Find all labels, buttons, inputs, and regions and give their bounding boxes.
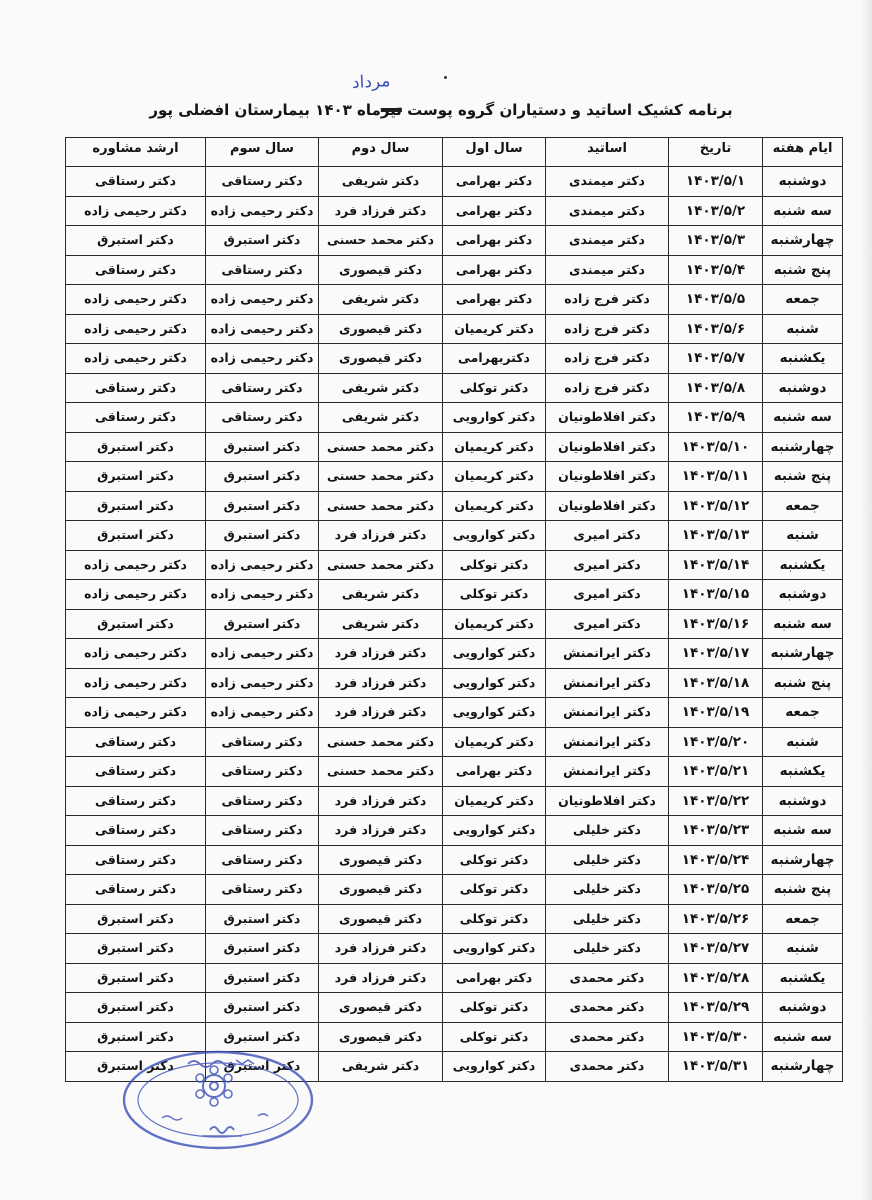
cell-second-year: دکتر قیصوری [319,845,443,875]
cell-third-year: دکتر رستاقی [206,845,319,875]
cell-attending: دکتر ایرانمنش [546,639,669,669]
cell-third-year: دکتر استبرق [206,934,319,964]
cell-third-year: دکتر استبرق [206,1022,319,1052]
cell-second-year: دکتر شریفی [319,1052,443,1082]
cell-attending: دکتر میمندی [546,255,669,285]
cell-third-year: دکتر استبرق [206,904,319,934]
cell-weekday: یکشنبه [763,550,843,580]
table-row [66,432,843,462]
cell-first-year: دکتر توکلی [443,373,546,403]
cell-weekday: جمعه [763,491,843,521]
table-row [66,816,843,846]
cell-senior-consult: دکتر رحیمی زاده [66,285,206,315]
cell-second-year: دکتر محمد حسنی [319,757,443,787]
title-suffix: ماه ۱۴۰۳ بیمارستان افضلی پور [149,101,381,119]
table-row [66,698,843,728]
table-row [66,845,843,875]
cell-senior-consult: دکتر رحیمی زاده [66,580,206,610]
cell-first-year: دکتر کریمیان [443,491,546,521]
cell-first-year: دکتر کوارویی [443,1052,546,1082]
cell-first-year: دکتر کریمیان [443,727,546,757]
cell-second-year: دکتر فرزاد فرد [319,668,443,698]
handwritten-month-note: مرداد [351,71,391,93]
cell-third-year: دکتر رحیمی زاده [206,698,319,728]
cell-senior-consult: دکتر استبرق [66,609,206,639]
cell-date: ۱۴۰۳/۵/۹ [669,403,763,433]
cell-second-year: دکتر قیصوری [319,1022,443,1052]
cell-third-year: دکتر استبرق [206,963,319,993]
cell-first-year: دکتر کوارویی [443,521,546,551]
cell-second-year: دکتر محمد حسنی [319,432,443,462]
cell-attending: دکتر خلیلی [546,816,669,846]
cell-second-year: دکتر فرزاد فرد [319,816,443,846]
cell-date: ۱۴۰۳/۵/۳۰ [669,1022,763,1052]
cell-senior-consult: دکتر رستاقی [66,816,206,846]
cell-second-year: دکتر قیصوری [319,344,443,374]
cell-senior-consult: دکتر رستاقی [66,403,206,433]
cell-attending: دکتر میمندی [546,226,669,256]
cell-second-year: دکتر قیصوری [319,993,443,1023]
cell-second-year: دکتر شریفی [319,403,443,433]
cell-date: ۱۴۰۳/۵/۴ [669,255,763,285]
cell-first-year: دکتر کریمیان [443,462,546,492]
cell-date: ۱۴۰۳/۵/۲۹ [669,993,763,1023]
cell-attending: دکتر امیری [546,521,669,551]
cell-attending: دکتر امیری [546,580,669,610]
cell-attending: دکتر فرج زاده [546,285,669,315]
cell-weekday: دوشنبه [763,580,843,610]
cell-senior-consult: دکتر رحیمی زاده [66,668,206,698]
cell-date: ۱۴۰۳/۵/۱ [669,167,763,197]
cell-date: ۱۴۰۳/۵/۲۸ [669,963,763,993]
cell-third-year: دکتر استبرق [206,521,319,551]
cell-date: ۱۴۰۳/۵/۳۱ [669,1052,763,1082]
cell-first-year: دکتربهرامی [443,344,546,374]
cell-second-year: دکتر قیصوری [319,255,443,285]
cell-weekday: چهارشنبه [763,432,843,462]
table-header-row [66,138,843,167]
cell-third-year: دکتر استبرق [206,432,319,462]
cell-third-year: دکتر رحیمی زاده [206,580,319,610]
cell-first-year: دکتر کوارویی [443,698,546,728]
cell-weekday: چهارشنبه [763,1052,843,1082]
table-row [66,963,843,993]
cell-first-year: دکتر کوارویی [443,934,546,964]
cell-third-year: دکتر رستاقی [206,727,319,757]
cell-first-year: دکتر توکلی [443,993,546,1023]
cell-weekday: یکشنبه [763,757,843,787]
cell-weekday: جمعه [763,904,843,934]
cell-second-year: دکتر فرزاد فرد [319,521,443,551]
cell-senior-consult: دکتر رستاقی [66,786,206,816]
cell-senior-consult: دکتر رحیمی زاده [66,314,206,344]
cell-senior-consult: دکتر رحیمی زاده [66,196,206,226]
cell-senior-consult: دکتر استبرق [66,462,206,492]
cell-attending: دکتر فرج زاده [546,344,669,374]
cell-second-year: دکتر شریفی [319,373,443,403]
cell-first-year: دکتر توکلی [443,904,546,934]
cell-date: ۱۴۰۳/۵/۲۱ [669,757,763,787]
table-row [66,521,843,551]
cell-third-year: دکتر رستاقی [206,875,319,905]
cell-weekday: چهارشنبه [763,226,843,256]
cell-first-year: دکتر کوارویی [443,668,546,698]
cell-third-year: دکتر رستاقی [206,757,319,787]
cell-weekday: دوشنبه [763,373,843,403]
cell-attending: دکتر ایرانمنش [546,698,669,728]
cell-weekday: جمعه [763,698,843,728]
cell-second-year: دکتر فرزاد فرد [319,963,443,993]
column-header-senior-consult: ارشد مشاوره [66,138,206,167]
cell-first-year: دکتر کوارویی [443,816,546,846]
cell-date: ۱۴۰۳/۵/۱۲ [669,491,763,521]
table-row [66,255,843,285]
cell-first-year: دکتر بهرامی [443,196,546,226]
table-row [66,1052,843,1082]
cell-date: ۱۴۰۳/۵/۱۶ [669,609,763,639]
cell-weekday: پنج شنبه [763,462,843,492]
cell-attending: دکتر میمندی [546,196,669,226]
cell-attending: دکتر افلاطونیان [546,491,669,521]
cell-first-year: دکتر کوارویی [443,403,546,433]
table-row [66,491,843,521]
cell-third-year: دکتر رحیمی زاده [206,285,319,315]
cell-date: ۱۴۰۳/۵/۱۳ [669,521,763,551]
table-row [66,285,843,315]
cell-date: ۱۴۰۳/۵/۲۵ [669,875,763,905]
cell-first-year: دکتر توکلی [443,550,546,580]
cell-date: ۱۴۰۳/۵/۱۷ [669,639,763,669]
table-row [66,639,843,669]
cell-second-year: دکتر محمد حسنی [319,491,443,521]
cell-first-year: دکتر بهرامی [443,167,546,197]
cell-weekday: یکشنبه [763,963,843,993]
cell-date: ۱۴۰۳/۵/۲۳ [669,816,763,846]
cell-first-year: دکتر بهرامی [443,963,546,993]
cell-third-year: دکتر رستاقی [206,373,319,403]
cell-weekday: شنبه [763,314,843,344]
cell-attending: دکتر افلاطونیان [546,403,669,433]
table-row [66,727,843,757]
cell-first-year: دکتر توکلی [443,1022,546,1052]
cell-third-year: دکتر استبرق [206,491,319,521]
ink-dot [444,76,447,79]
table-row [66,934,843,964]
cell-third-year: دکتر رستاقی [206,816,319,846]
table-row [66,875,843,905]
table-row [66,786,843,816]
cell-weekday: سه شنبه [763,403,843,433]
cell-attending: دکتر محمدی [546,963,669,993]
cell-date: ۱۴۰۳/۵/۱۵ [669,580,763,610]
cell-senior-consult: دکتر استبرق [66,934,206,964]
cell-attending: دکتر امیری [546,550,669,580]
column-header-third-year: سال سوم [206,138,319,167]
cell-second-year: دکتر محمد حسنی [319,727,443,757]
cell-third-year: دکتر رحیمی زاده [206,550,319,580]
cell-attending: دکتر محمدی [546,1022,669,1052]
cell-weekday: یکشنبه [763,344,843,374]
column-header-weekday: ایام هفته [763,138,843,167]
cell-attending: دکتر فرج زاده [546,314,669,344]
cell-attending: دکتر ایرانمنش [546,668,669,698]
cell-first-year: دکتر کریمیان [443,314,546,344]
cell-first-year: دکتر کریمیان [443,609,546,639]
cell-senior-consult: دکتر استبرق [66,226,206,256]
cell-weekday: دوشنبه [763,786,843,816]
cell-third-year: دکتر رحیمی زاده [206,639,319,669]
scan-edge-shadow [860,0,872,1200]
cell-date: ۱۴۰۳/۵/۱۱ [669,462,763,492]
cell-second-year: دکتر فرزاد فرد [319,698,443,728]
cell-weekday: شنبه [763,727,843,757]
cell-attending: دکتر محمدی [546,993,669,1023]
cell-third-year: دکتر استبرق [206,462,319,492]
cell-attending: دکتر ایرانمنش [546,727,669,757]
cell-senior-consult: دکتر رحیمی زاده [66,550,206,580]
cell-second-year: دکتر قیصوری [319,875,443,905]
cell-senior-consult: دکتر رحیمی زاده [66,639,206,669]
table-row [66,993,843,1023]
cell-date: ۱۴۰۳/۵/۷ [669,344,763,374]
table-row [66,314,843,344]
cell-third-year: دکتر رستاقی [206,403,319,433]
cell-weekday: جمعه [763,285,843,315]
cell-third-year: دکتر رستاقی [206,167,319,197]
cell-second-year: دکتر شریفی [319,285,443,315]
cell-senior-consult: دکتر رحیمی زاده [66,344,206,374]
cell-weekday: سه شنبه [763,1022,843,1052]
cell-attending: دکتر محمدی [546,1052,669,1082]
cell-first-year: دکتر بهرامی [443,285,546,315]
cell-date: ۱۴۰۳/۵/۸ [669,373,763,403]
cell-second-year: دکتر قیصوری [319,904,443,934]
title-struck-month: تیر [380,101,402,119]
cell-first-year: دکتر توکلی [443,845,546,875]
cell-senior-consult: دکتر استبرق [66,963,206,993]
cell-date: ۱۴۰۳/۵/۲۷ [669,934,763,964]
cell-attending: دکتر خلیلی [546,934,669,964]
cell-senior-consult: دکتر استبرق [66,491,206,521]
cell-second-year: دکتر محمد حسنی [319,226,443,256]
title-prefix: برنامه کشیک اساتید و دستیاران گروه پوست [401,101,733,119]
cell-date: ۱۴۰۳/۵/۲۲ [669,786,763,816]
cell-second-year: دکتر قیصوری [319,314,443,344]
table-row [66,167,843,197]
column-header-date: تاریخ [669,138,763,167]
table-row [66,226,843,256]
cell-third-year: دکتر استبرق [206,609,319,639]
table-row [66,462,843,492]
cell-senior-consult: دکتر رستاقی [66,845,206,875]
cell-weekday: چهارشنبه [763,639,843,669]
cell-third-year: دکتر رستاقی [206,786,319,816]
cell-second-year: دکتر فرزاد فرد [319,639,443,669]
cell-weekday: سه شنبه [763,196,843,226]
column-header-second-year: سال دوم [319,138,443,167]
table-row [66,344,843,374]
cell-third-year: دکتر رحیمی زاده [206,668,319,698]
cell-third-year: دکتر رحیمی زاده [206,196,319,226]
cell-weekday: دوشنبه [763,993,843,1023]
cell-attending: دکتر میمندی [546,167,669,197]
cell-senior-consult: دکتر استبرق [66,993,206,1023]
table-row [66,196,843,226]
cell-date: ۱۴۰۳/۵/۳ [669,226,763,256]
cell-first-year: دکتر بهرامی [443,255,546,285]
cell-senior-consult: دکتر استبرق [66,1022,206,1052]
cell-weekday: پنج شنبه [763,875,843,905]
cell-senior-consult: دکتر استبرق [66,1052,206,1082]
table-row [66,904,843,934]
cell-attending: دکتر افلاطونیان [546,462,669,492]
cell-second-year: دکتر فرزاد فرد [319,934,443,964]
on-call-schedule-table [65,137,843,1082]
cell-second-year: دکتر فرزاد فرد [319,786,443,816]
cell-senior-consult: دکتر رستاقی [66,373,206,403]
cell-weekday: سه شنبه [763,609,843,639]
cell-first-year: دکتر بهرامی [443,757,546,787]
cell-attending: دکتر افلاطونیان [546,432,669,462]
table-row [66,580,843,610]
cell-first-year: دکتر کریمیان [443,786,546,816]
cell-attending: دکتر فرج زاده [546,373,669,403]
table-row [66,403,843,433]
cell-senior-consult: دکتر رستاقی [66,167,206,197]
cell-second-year: دکتر محمد حسنی [319,550,443,580]
cell-third-year: دکتر رحیمی زاده [206,344,319,374]
cell-senior-consult: دکتر استبرق [66,432,206,462]
cell-third-year: دکتر رحیمی زاده [206,314,319,344]
cell-first-year: دکتر کوارویی [443,639,546,669]
cell-second-year: دکتر محمد حسنی [319,462,443,492]
cell-date: ۱۴۰۳/۵/۲۴ [669,845,763,875]
cell-date: ۱۴۰۳/۵/۵ [669,285,763,315]
cell-date: ۱۴۰۳/۵/۶ [669,314,763,344]
cell-second-year: دکتر شریفی [319,609,443,639]
cell-weekday: دوشنبه [763,167,843,197]
document-title [58,100,824,120]
cell-second-year: دکتر شریفی [319,580,443,610]
cell-weekday: شنبه [763,521,843,551]
cell-weekday: پنج شنبه [763,255,843,285]
cell-date: ۱۴۰۳/۵/۲۰ [669,727,763,757]
cell-second-year: دکتر فرزاد فرد [319,196,443,226]
cell-date: ۱۴۰۳/۵/۲۶ [669,904,763,934]
cell-third-year: دکتر رستاقی [206,255,319,285]
table-row [66,373,843,403]
column-header-first-year: سال اول [443,138,546,167]
cell-weekday: پنج شنبه [763,668,843,698]
cell-first-year: دکتر توکلی [443,580,546,610]
cell-attending: دکتر خلیلی [546,875,669,905]
cell-date: ۱۴۰۳/۵/۱۸ [669,668,763,698]
table-row [66,1022,843,1052]
cell-attending: دکتر افلاطونیان [546,786,669,816]
cell-date: ۱۴۰۳/۵/۱۰ [669,432,763,462]
cell-date: ۱۴۰۳/۵/۱۴ [669,550,763,580]
cell-first-year: دکتر توکلی [443,875,546,905]
table-row [66,550,843,580]
table-row [66,609,843,639]
cell-attending: دکتر امیری [546,609,669,639]
cell-weekday: چهارشنبه [763,845,843,875]
cell-first-year: دکتر بهرامی [443,226,546,256]
cell-senior-consult: دکتر رستاقی [66,727,206,757]
cell-date: ۱۴۰۳/۵/۲ [669,196,763,226]
table-body [66,167,843,1082]
cell-third-year: دکتر استبرق [206,993,319,1023]
cell-senior-consult: دکتر رستاقی [66,875,206,905]
cell-weekday: شنبه [763,934,843,964]
cell-senior-consult: دکتر استبرق [66,904,206,934]
cell-date: ۱۴۰۳/۵/۱۹ [669,698,763,728]
table-row [66,668,843,698]
cell-third-year: دکتر استبرق [206,1052,319,1082]
cell-third-year: دکتر استبرق [206,226,319,256]
cell-senior-consult: دکتر رستاقی [66,255,206,285]
cell-second-year: دکتر شریفی [319,167,443,197]
cell-senior-consult: دکتر رحیمی زاده [66,698,206,728]
cell-first-year: دکتر کریمیان [443,432,546,462]
cell-weekday: سه شنبه [763,816,843,846]
table-row [66,757,843,787]
cell-attending: دکتر خلیلی [546,904,669,934]
cell-senior-consult: دکتر رستاقی [66,757,206,787]
cell-senior-consult: دکتر استبرق [66,521,206,551]
column-header-attending: اساتید [546,138,669,167]
cell-attending: دکتر خلیلی [546,845,669,875]
cell-attending: دکتر ایرانمنش [546,757,669,787]
